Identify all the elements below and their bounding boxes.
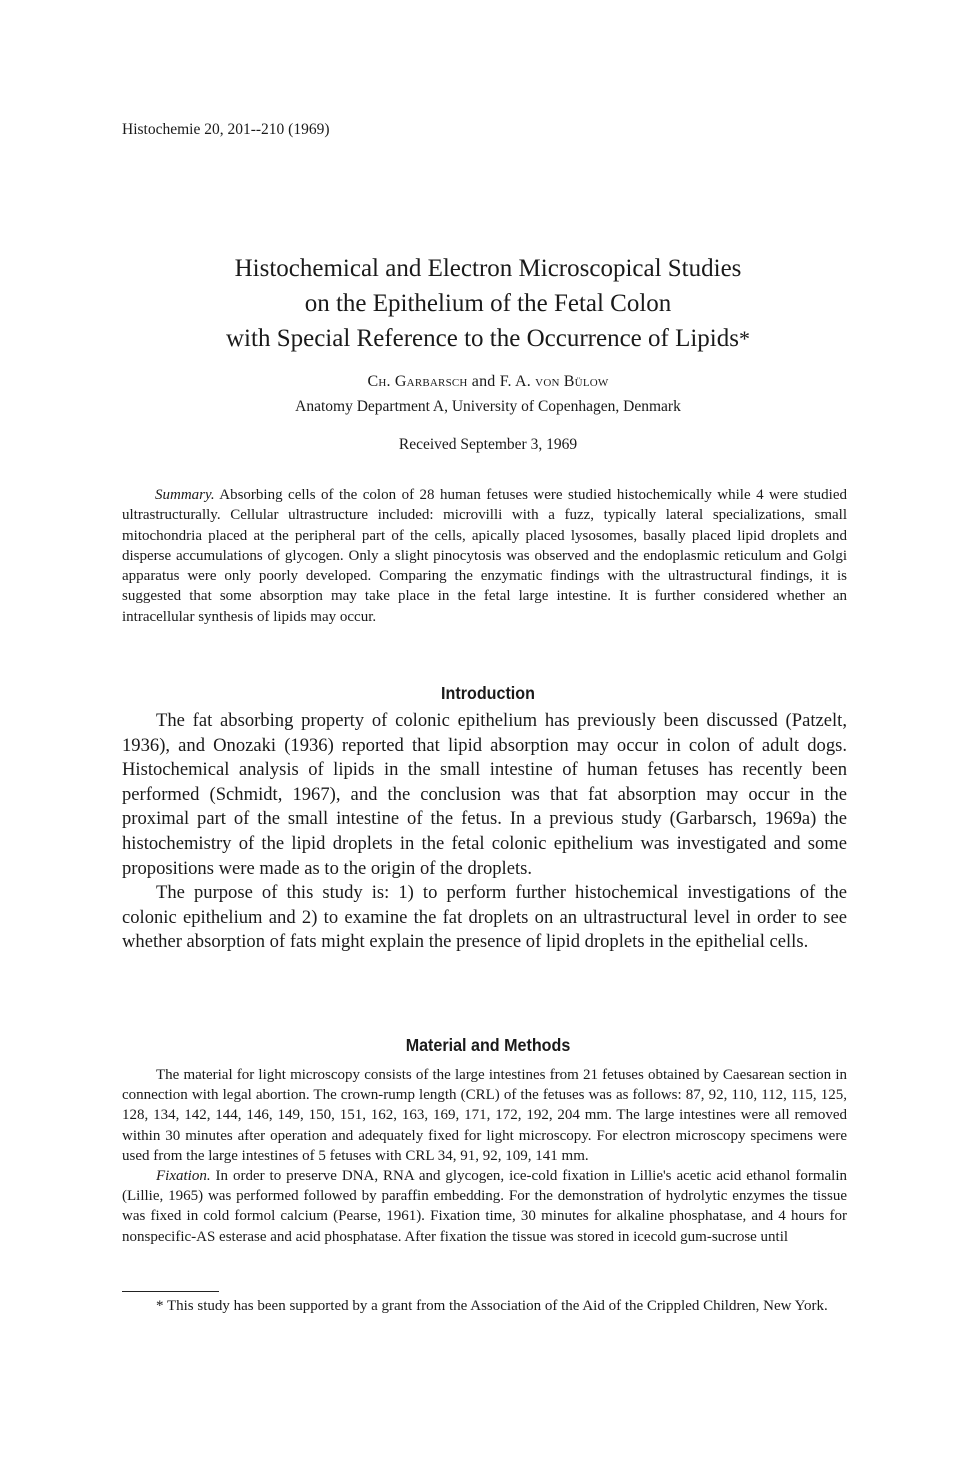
author-conjunction: and [471, 373, 496, 390]
introduction-section [122, 709, 847, 955]
introduction-heading: Introduction [441, 683, 535, 703]
journal-citation: Histochemie 20, 201--210 (1969) [122, 121, 330, 138]
author-list [0, 373, 976, 391]
methods-heading: Material and Methods [405, 1035, 571, 1055]
fixation-label: Fixation. [156, 1168, 211, 1185]
fixation-text: In order to preserve DNA, RNA and glycogen, ice-cold fixation in Lillie's acetic acid ethanol formalin (Lillie, 1965) was performed followed by paraffin embedding. For the demonstration of hydrolytic enzymes the tissue was fixed in cold formol calcium (Pearse, 1961). Fixation time, 30 minutes for alkaline phosphatase, and 4 hours for nonspecific-AS esterase and acid phosphatase. After fixation the tissue was stored in icecold gum-sucrose until [122, 1168, 848, 1245]
summary-label: Summary. [155, 487, 215, 503]
title-line-3 [120, 321, 856, 356]
affiliation: Anatomy Department A, University of Copenhagen, Denmark [295, 398, 681, 415]
summary-text: Absorbing cells of the colon of 28 human fetuses were studied histochemically while 4 were studied ultrastructurally. Cellular ultrastructure included: microvilli with a fuzz, typically lateral specializations, small mitochondria placed at the peripheral part of the cells, apically placed lysosomes, basally placed lipid droplets and disperse accumulations of glycogen. Only a slight pinocytosis was observed and the endoplasmic reticulum and Golgi apparatus were only poorly developed. Comparing the enzymatic findings with the ultrastructural findings, it is suggested that some absorption may take place in the fetal large intestine. It is further considered whether an intracellular synthesis of lipids may occur. [122, 487, 847, 625]
methods-paragraph-1: The material for light microscopy consists of the large intestines from 21 fetuses obtained by Caesarean section in connection with legal abortion. The crown-rump length (CRL) of the fetuses was as follows: 87, 92, 110, 112, 115, 125, 128, 134, 142, 144, 146, 149, 150, 151, 162, 163, 169, 171, 172, 192, 204 mm. The large intestines were all removed within 30 minutes after operation and adequately fixed for light microscopy. For electron microscopy specimens were used from the large intestines of 5 fetuses with CRL 34, 91, 92, 109, 141 mm. [122, 1067, 847, 1164]
footnote-divider [122, 1291, 219, 1292]
received-date: Received September 3, 1969 [398, 436, 578, 453]
summary-paragraph [122, 485, 847, 627]
title-line-1: Histochemical and Electron Microscopical Studies [234, 255, 742, 282]
title-line-3-text: with Special Reference to the Occurrence of Lipids [226, 325, 739, 352]
title-line-2: on the Epithelium of the Fetal Colon [304, 290, 672, 317]
title-footnote-marker: * [738, 326, 750, 351]
author-2: F. A. von Bülow [499, 373, 609, 390]
paper-title [120, 251, 856, 356]
introduction-paragraph-2: The purpose of this study is: 1) to perform further histochemical investigations of the colonic epithelium and 2) to examine the fat droplets on an ultrastructural level in order to see whether absorption of fats might explain the presence of lipid droplets in the epithelial cells. [122, 882, 847, 953]
footnote: * This study has been supported by a grant from the Association of the Aid of the Crippled Children, New York. [156, 1298, 828, 1314]
methods-paragraph-2 [122, 1166, 847, 1247]
author-1: Ch. Garbarsch [367, 373, 468, 390]
introduction-paragraph-1: The fat absorbing property of colonic epithelium has previously been discussed (Patzelt, 1936), and Onozaki (1936) reported that lipid absorption may occur in colon of adult dogs. Histochemical analysis of lipids in the small intestine of human fetuses has recently been performed (Schmidt, 1967), and the conclusion was that fat absorption may occur in the proximal part of the small intestine of the fetus. In a previous study (Garbarsch, 1969a) the histochemistry of the lipid droplets in the fetal colonic epithelium was investigated and some propositions were made as to the origin of the droplets. [122, 710, 847, 879]
methods-section [122, 1065, 847, 1247]
